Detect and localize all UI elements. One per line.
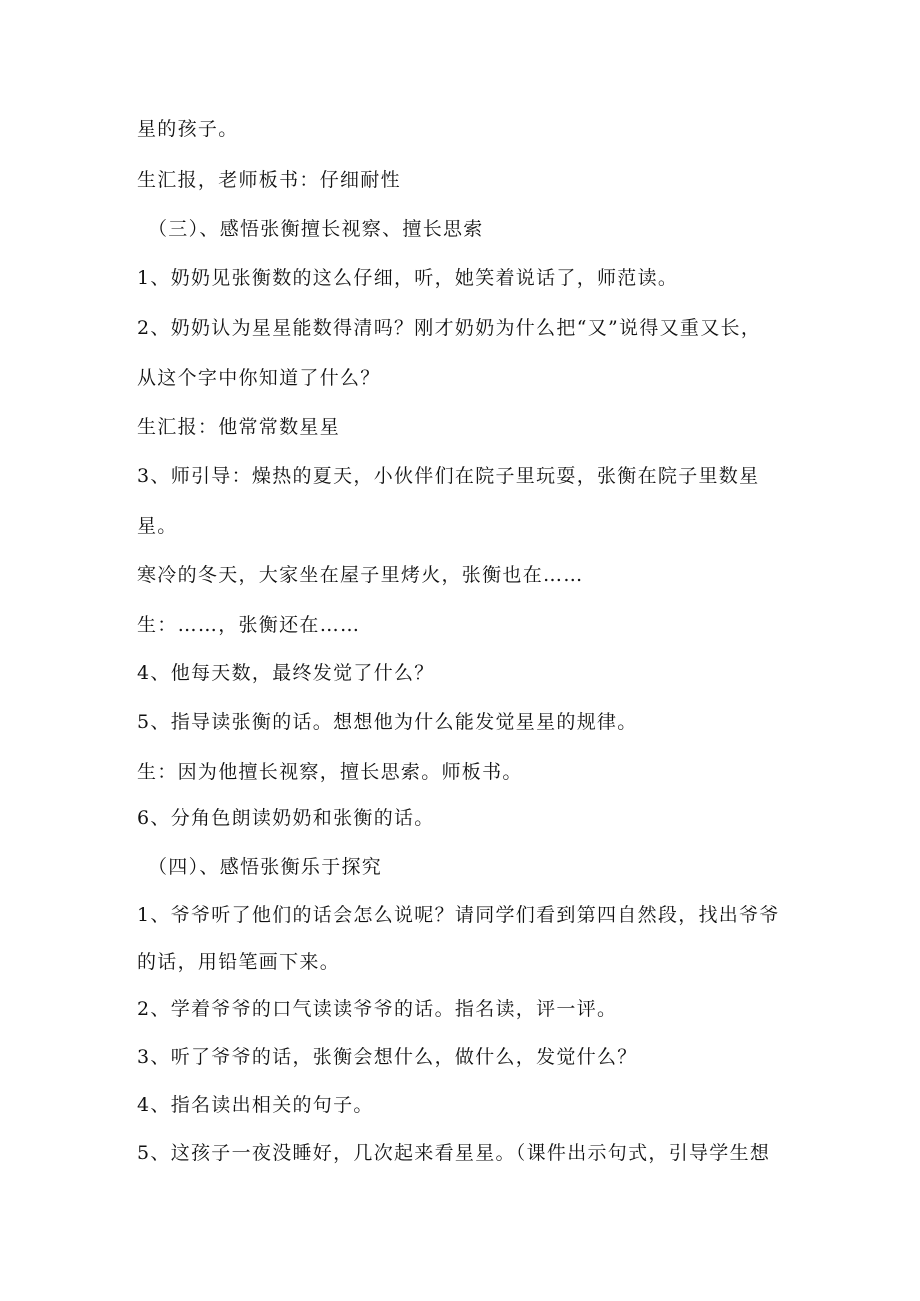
text-line: 4、他每天数，最终发觉了什么？ xyxy=(137,662,435,684)
text-line: 6、分角色朗读奶奶和张衡的话。 xyxy=(137,807,435,829)
text-line: 生：因为他擅长视察，擅长思索。师板书。 xyxy=(137,761,523,783)
text-line: 5、指导读张衡的话。想想他为什么能发觉星星的规律。 xyxy=(137,711,638,733)
text-line: 寒冷的冬天，大家坐在屋子里烤火，张衡也在…… xyxy=(137,564,584,586)
text-line: 生汇报，老师板书：仔细耐性 xyxy=(137,169,401,191)
text-line: 的话，用铅笔画下来。 xyxy=(137,951,341,973)
text-line: 从这个字中你知道了什么？ xyxy=(137,367,381,389)
text-line: 3、师引导：燥热的夏天，小伙伴们在院子里玩耍，张衡在院子里数星 xyxy=(137,465,760,487)
text-line: 星。 xyxy=(137,515,178,537)
text-line: 星的孩子。 xyxy=(137,118,239,140)
text-line: 4、指名读出相关的句子。 xyxy=(137,1094,374,1116)
text-line: 5、这孩子一夜没睡好，几次起来看星星。（课件出示句式，引导学生想 xyxy=(137,1142,771,1164)
section-heading: （三）、感悟张衡擅长视察、擅长思索 xyxy=(148,218,484,240)
text-line: 2、学着爷爷的口气读读爷爷的话。指名读，评一评。 xyxy=(137,998,618,1020)
text-line: 生汇报：他常常数星星 xyxy=(137,416,341,438)
text-line: 2、奶奶认为星星能数得清吗？刚才奶奶为什么把“又”说得又重又长， xyxy=(137,317,762,339)
text-line: 生：……，张衡还在…… xyxy=(137,614,361,636)
text-line: 3、听了爷爷的话，张衡会想什么，做什么，发觉什么？ xyxy=(137,1046,638,1068)
text-line: 1、奶奶见张衡数的这么仔细，听，她笑着说话了，师范读。 xyxy=(137,267,679,289)
text-line: 1、爷爷听了他们的话会怎么说呢？请同学们看到第四自然段，找出爷爷 xyxy=(137,904,780,926)
section-heading: （四）、感悟张衡乐于探究 xyxy=(148,856,383,878)
